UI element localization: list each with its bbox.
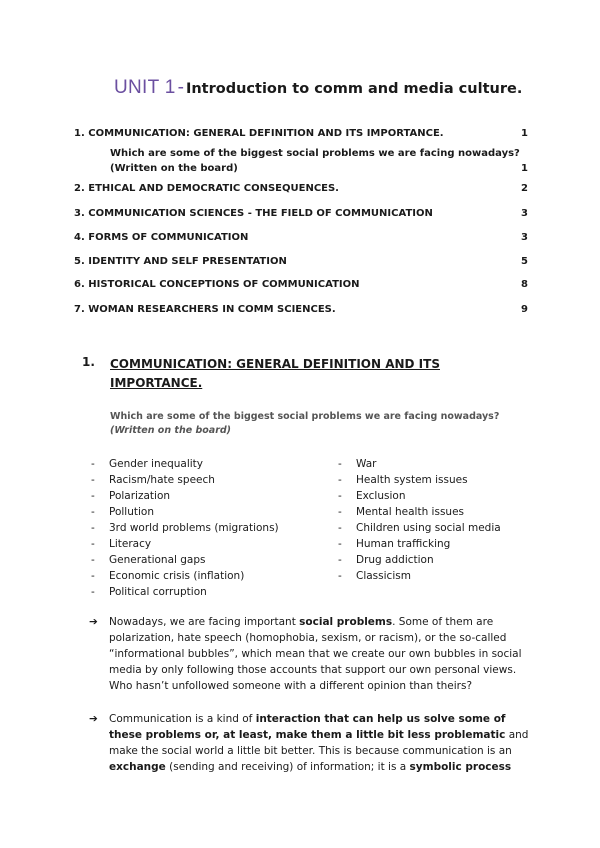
section-heading: COMMUNICATION: GENERAL DEFINITION AND ITS IMPORTANCE. — [110, 357, 440, 390]
paragraph-emphasis: exchange — [109, 761, 166, 773]
toc-item[interactable] — [74, 279, 528, 290]
question-line1: Which are some of the biggest social problems we are facing nowadays? — [110, 411, 500, 422]
list-item: - Classicism — [336, 568, 501, 584]
toc-subitem-page: 1 — [521, 163, 528, 174]
toc-item-page: 5 — [521, 256, 528, 267]
list-item: - Health system issues — [336, 472, 501, 488]
paragraph-social-problems — [89, 614, 529, 694]
paragraph-text: Communication is a kind of — [109, 713, 256, 725]
section-number: 1. — [82, 355, 95, 369]
paragraph-text: and make the social world a little bit better. This is because communication is an — [109, 729, 529, 757]
problems-list-left — [89, 456, 279, 600]
paragraph-text: (sending and receiving) of information; it is a — [165, 761, 410, 773]
list-item: - Human trafficking — [336, 536, 501, 552]
list-item: - Mental health issues — [336, 504, 501, 520]
toc-item-label: 5. IDENTITY AND SELF PRESENTATION — [74, 256, 287, 267]
toc-item-label: 6. HISTORICAL CONCEPTIONS OF COMMUNICATION — [74, 279, 360, 290]
toc-subitem-line1: Which are some of the biggest social problems we are facing nowadays? — [110, 148, 520, 159]
paragraph-emphasis: symbolic process — [409, 761, 512, 773]
list-item: - Children using social media — [336, 520, 501, 536]
list-item: - Gender inequality — [89, 456, 279, 472]
title-text: Introduction to comm and media culture. — [185, 81, 523, 97]
arrow-bullet-icon: ➔ — [89, 616, 98, 628]
toc-item-label: 1. COMMUNICATION: GENERAL DEFINITION AND ITS IMPORTANCE. — [74, 128, 444, 139]
toc-item-page: 1 — [521, 128, 528, 139]
list-item: - Political corruption — [89, 584, 279, 600]
toc-item[interactable] — [74, 208, 528, 219]
toc-item-page: 2 — [521, 183, 528, 194]
list-item: - Drug addiction — [336, 552, 501, 568]
toc-item-label: 7. WOMAN RESEARCHERS IN COMM SCIENCES. — [74, 304, 336, 315]
toc-subitem-line2: (Written on the board) — [110, 163, 238, 174]
toc-item[interactable] — [74, 232, 528, 243]
unit-label: UNIT 1 — [114, 77, 176, 98]
toc-item[interactable] — [74, 183, 528, 194]
list-item: - War — [336, 456, 501, 472]
toc-subitem[interactable] — [110, 146, 528, 176]
list-item: - Economic crisis (inflation) — [89, 568, 279, 584]
list-item: - Literacy — [89, 536, 279, 552]
problems-list-right — [336, 456, 501, 584]
paragraph-emphasis: interaction that can help us solve some of these problems or, at least, make them a little bit less problematic — [109, 713, 506, 741]
list-item: - Pollution — [89, 504, 279, 520]
list-item: - Exclusion — [336, 488, 501, 504]
toc-item-label: 2. ETHICAL AND DEMOCRATIC CONSEQUENCES. — [74, 183, 339, 194]
paragraph-emphasis: social problems — [299, 616, 393, 628]
toc-item-page: 3 — [521, 208, 528, 219]
toc-item-label: 3. COMMUNICATION SCIENCES - THE FIELD OF COMMUNICATION — [74, 208, 433, 219]
paragraph-text: . Some of them are polarization, hate speech (homophobia, sexism, or racism), or the so-called “informational bubbles”, which mean that we create our own bubbles in social media by only following those accounts that support our own personal views. Who hasn’t unfollowed someone with a different opinion than theirs? — [109, 616, 522, 692]
list-item: - Generational gaps — [89, 552, 279, 568]
arrow-bullet-icon: ➔ — [89, 713, 98, 725]
list-item: - Polarization — [89, 488, 279, 504]
question-line2: (Written on the board) — [110, 425, 232, 436]
unit-title — [114, 77, 522, 99]
toc-item[interactable] — [74, 128, 528, 139]
section-question — [110, 410, 530, 438]
toc-item[interactable] — [74, 304, 528, 315]
paragraph-text: Nowadays, we are facing important — [109, 616, 300, 628]
toc-item-label: 4. FORMS OF COMMUNICATION — [74, 232, 249, 243]
list-item: - 3rd world problems (migrations) — [89, 520, 279, 536]
toc-item-page: 9 — [521, 304, 528, 315]
list-item: - Racism/hate speech — [89, 472, 279, 488]
toc-item[interactable] — [74, 256, 528, 267]
toc-item-page: 3 — [521, 232, 528, 243]
title-dash: - — [177, 77, 184, 98]
paragraph-communication — [89, 711, 529, 775]
toc-item-page: 8 — [521, 279, 528, 290]
